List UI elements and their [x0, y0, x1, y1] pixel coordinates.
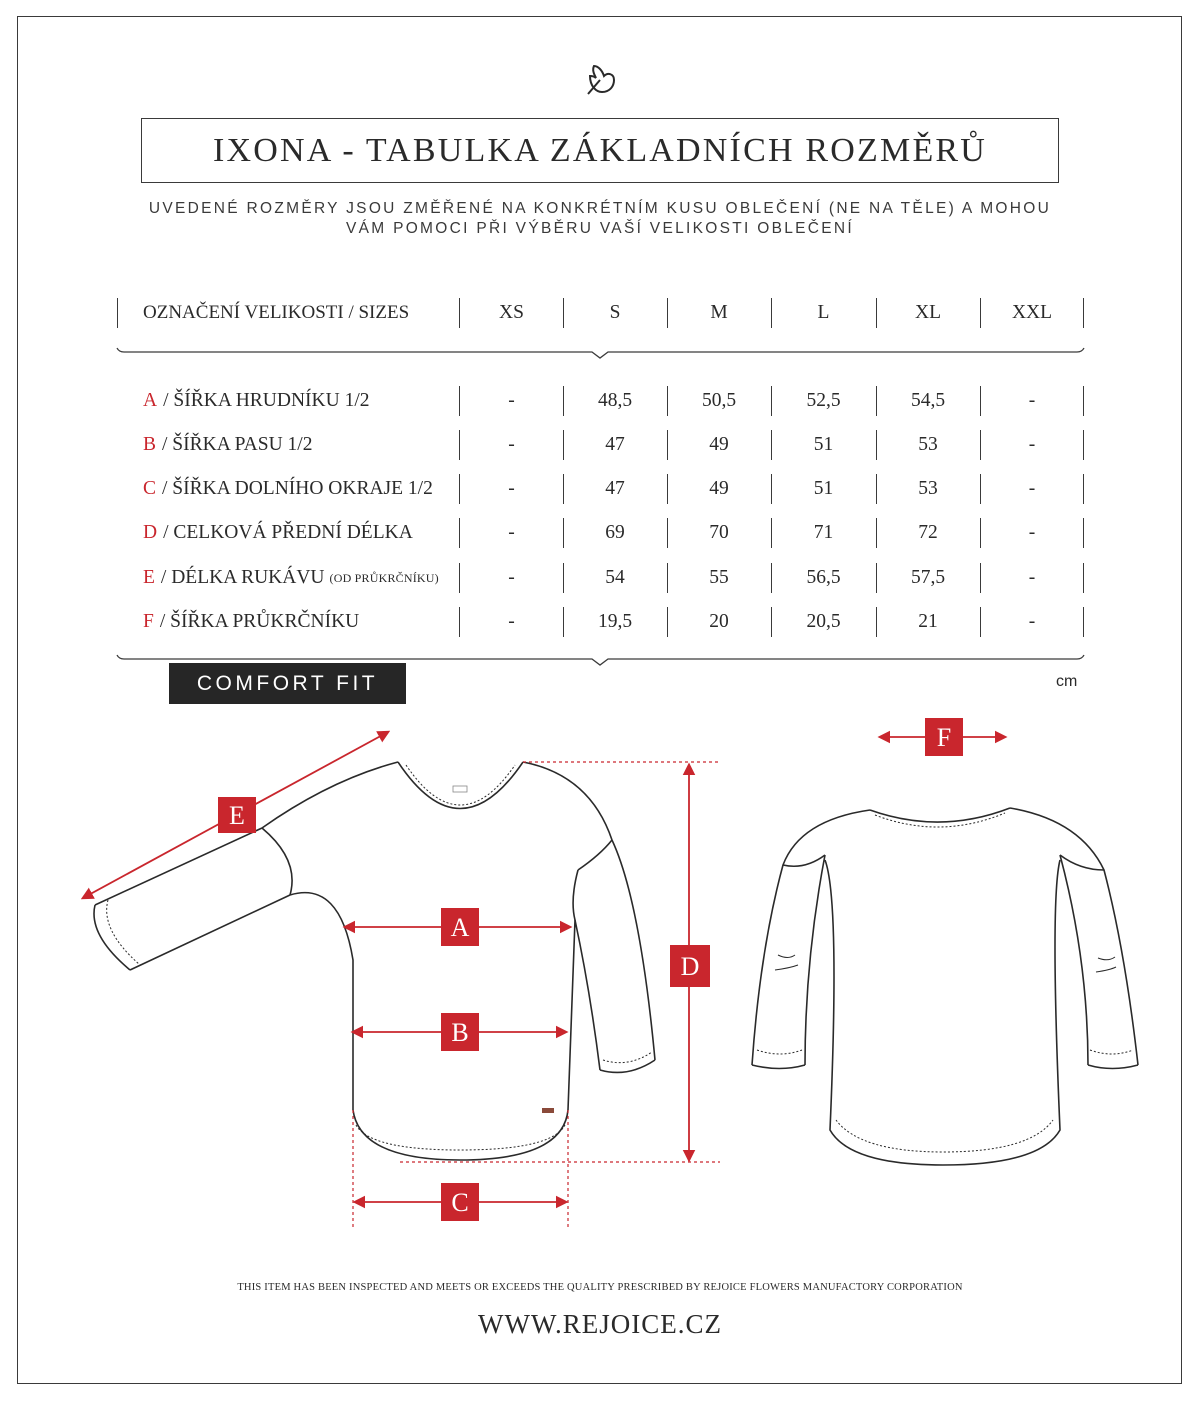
cell-m: 55	[709, 567, 729, 588]
row-letter: D	[143, 522, 158, 543]
cell-l: 51	[813, 478, 834, 499]
row-label-text: / DÉLKA RUKÁVU	[160, 567, 325, 588]
row-label-note: (OD PRŮKRČNÍKU)	[329, 570, 439, 585]
row-letter: A	[143, 390, 158, 411]
cell-l: 56,5	[806, 567, 841, 588]
row-label-text: / ŠÍŘKA PASU 1/2	[162, 434, 313, 455]
row-label-text: / ŠÍŘKA DOLNÍHO OKRAJE 1/2	[162, 478, 433, 499]
row-letter: B	[143, 434, 157, 455]
cell-xl: 54,5	[910, 390, 946, 411]
cell-m: 70	[709, 522, 729, 543]
measure-guides	[353, 762, 720, 1230]
subtitle-line-1: UVEDENÉ ROZMĚRY JSOU ZMĚŘENÉ NA KONKRÉTNÍM KUSU OBLEČENÍ (NE NA TĚLE) A MOHOU	[148, 200, 1052, 217]
back-garment-outline	[752, 808, 1138, 1165]
cell-xs: -	[508, 390, 515, 411]
tag-e-letter: E	[229, 801, 245, 830]
tag-b-letter: B	[451, 1018, 469, 1047]
size-header-xs: XS	[499, 302, 524, 323]
cell-xs: -	[508, 567, 515, 588]
cell-xs: -	[508, 611, 515, 632]
row-letter: C	[143, 478, 157, 499]
front-garment-outline	[94, 762, 655, 1160]
quality-note: THIS ITEM HAS BEEN INSPECTED AND MEETS OR EXCEEDS THE QUALITY PRESCRIBED BY REJOICE FLOWERS MANUFACTORY CORPORATION	[237, 1282, 963, 1293]
tag-d-letter: D	[680, 952, 700, 981]
tag-c-letter: C	[451, 1188, 469, 1217]
page-title: IXONA - TABULKA ZÁKLADNÍCH ROZMĚRŮ	[141, 118, 1059, 183]
tag-f-letter: F	[936, 723, 952, 752]
cell-l: 71	[813, 522, 834, 543]
tag-f	[925, 718, 963, 756]
cell-m: 49	[709, 478, 729, 499]
cell-s: 19,5	[597, 611, 633, 632]
cell-xxl: -	[1028, 390, 1036, 411]
cell-m: 20	[709, 611, 729, 632]
cell-xl: 21	[918, 611, 938, 632]
cell-xl: 53	[918, 434, 938, 455]
cell-s: 47	[605, 434, 625, 455]
website-link[interactable]: WWW.REJOICE.CZ	[478, 1309, 722, 1339]
tag-a	[441, 908, 479, 946]
cell-m: 49	[709, 434, 729, 455]
cell-xl: 57,5	[910, 567, 946, 588]
cell-xs: -	[508, 434, 515, 455]
cell-xxl: -	[1028, 567, 1036, 588]
cell-xxl: -	[1028, 611, 1036, 632]
cell-xl: 72	[918, 522, 938, 543]
cell-xxl: -	[1028, 522, 1036, 543]
tag-d	[670, 945, 710, 987]
size-header-m: M	[710, 302, 728, 323]
cell-l: 52,5	[806, 390, 841, 411]
size-header-xl: XL	[915, 302, 941, 323]
subtitle-line-2: VÁM POMOCI PŘI VÝBĚRU VAŠÍ VELIKOSTI OBLEČENÍ	[345, 220, 855, 237]
cell-s: 47	[605, 478, 625, 499]
cell-s: 54	[605, 567, 625, 588]
tag-b	[441, 1013, 479, 1051]
unit-label: cm	[1056, 673, 1078, 690]
cell-xxl: -	[1028, 478, 1036, 499]
cell-l: 20,5	[806, 611, 841, 632]
fit-badge: COMFORT FIT	[169, 663, 406, 704]
cell-s: 48,5	[597, 390, 633, 411]
size-label-header: OZNAČENÍ VELIKOSTI / SIZES	[143, 302, 410, 323]
tag-a-letter: A	[450, 913, 470, 942]
row-label-text: / ŠÍŘKA HRUDNÍKU 1/2	[163, 390, 370, 411]
size-header-s: S	[609, 302, 621, 323]
row-letter: F	[143, 611, 154, 632]
tag-e	[218, 797, 256, 833]
row-letter: E	[143, 567, 155, 588]
cell-xl: 53	[918, 478, 938, 499]
size-header-xxl: XXL	[1011, 302, 1053, 323]
cell-xs: -	[508, 478, 515, 499]
row-label-text: / CELKOVÁ PŘEDNÍ DÉLKA	[163, 522, 413, 543]
cell-l: 51	[813, 434, 834, 455]
cell-s: 69	[605, 522, 625, 543]
cell-xs: -	[508, 522, 515, 543]
cell-xxl: -	[1028, 434, 1036, 455]
row-label-text: / ŠÍŘKA PRŮKRČNÍKU	[159, 611, 360, 632]
brand-tag-icon	[542, 1108, 554, 1113]
size-header-l: L	[817, 302, 830, 323]
cell-m: 50,5	[701, 390, 737, 411]
neck-label-icon	[453, 786, 467, 792]
tag-c	[441, 1183, 479, 1221]
